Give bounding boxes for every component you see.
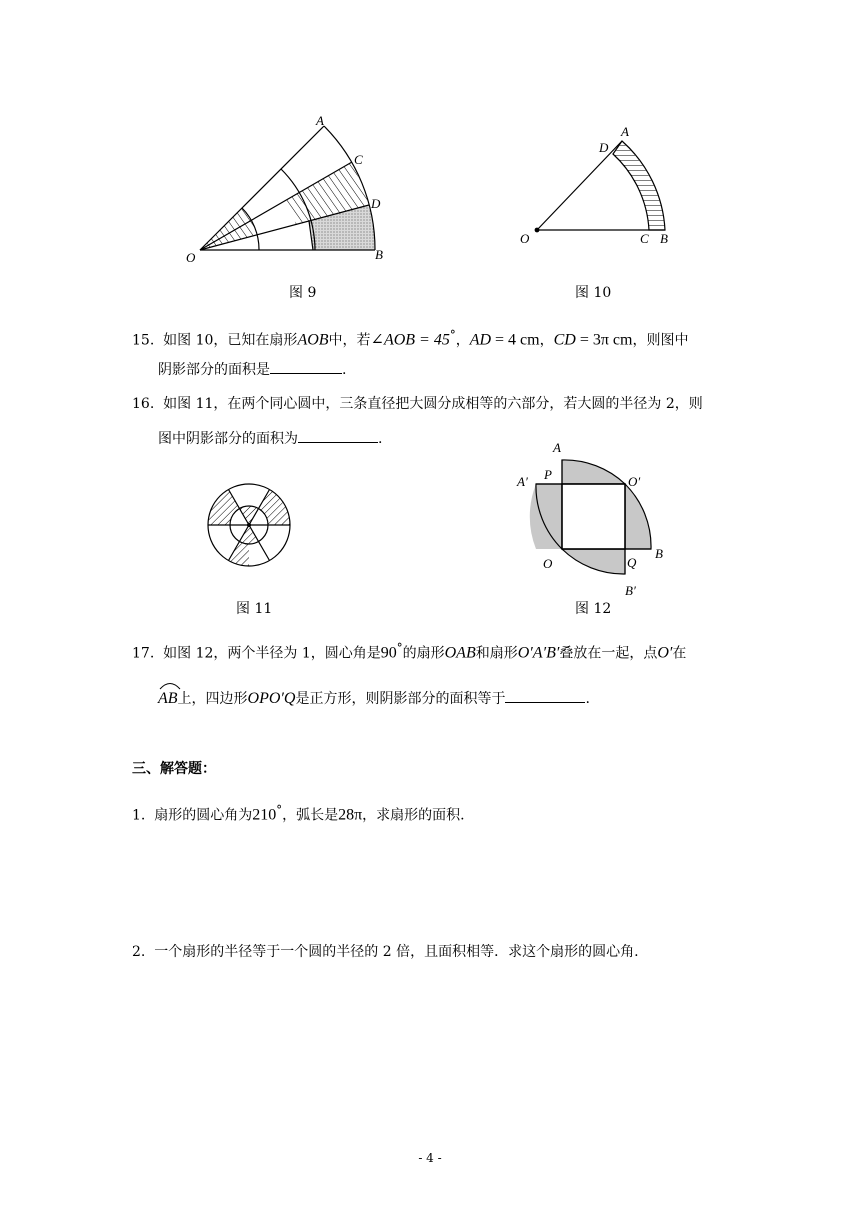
fig12-label-A: A	[553, 440, 561, 455]
page-number: - 4 -	[418, 1151, 442, 1165]
q16-line1: 16. 如图 11，在两个同心圆中，三条直径把大圆分成相等的六部分，若大圆的半径为 2，则	[132, 396, 703, 412]
figure-11	[200, 480, 300, 570]
fig12-caption: 图 12	[575, 601, 612, 617]
fig9-label-C: C	[354, 152, 363, 167]
fig11-caption: 图 11	[236, 601, 273, 617]
fig10-label-A: A	[621, 124, 629, 139]
section-3-title: 三、解答题：	[132, 761, 216, 777]
q16-answer-blank[interactable]	[298, 428, 378, 443]
q15-answer-blank[interactable]	[270, 359, 342, 374]
arc-icon	[158, 680, 182, 690]
fig10-caption: 图 10	[575, 285, 612, 301]
fig9-label-A: A	[316, 113, 324, 128]
fig12-label-P: P	[544, 467, 552, 482]
q16-line2: 图中阴影部分的面积为 .	[158, 428, 382, 449]
fig10-label-B: B	[660, 231, 668, 246]
fig10-label-C: C	[640, 231, 649, 246]
fig10-label-D: D	[599, 140, 609, 155]
q17-answer-blank[interactable]	[505, 688, 585, 703]
fig10-label-O: O	[520, 231, 530, 246]
fig9-caption: 图 9	[289, 285, 317, 301]
q17-line2: AB上，四边形OPO′Q是正方形，则阴影部分的面积等于 .	[158, 688, 590, 709]
fig12-label-A-prime: A′	[517, 474, 528, 489]
problem-2: 2. 一个扇形的半径等于一个圆的半径的 2 倍，且面积相等．求这个扇形的圆心角.	[132, 944, 639, 960]
figure-9	[180, 108, 400, 268]
q15-line2: 阴影部分的面积是 .	[158, 359, 346, 380]
fig12-label-B-prime: B′	[625, 583, 636, 598]
fig12-label-Q: Q	[627, 555, 637, 570]
fig9-label-D: D	[371, 196, 381, 211]
figure-10	[515, 120, 675, 250]
fig9-label-O: O	[186, 250, 196, 265]
fig12-label-O-prime: O′	[628, 474, 641, 489]
fig12-label-O: O	[543, 556, 553, 571]
arc-ab-symbol: AB	[158, 689, 178, 709]
problem-1: 1. 扇形的圆心角为210°，弧长是28π，求扇形的面积.	[132, 803, 465, 824]
q15-line1: 15. 如图 10，已知在扇形AOB中，若∠AOB = 45°，AD = 4 cm，CD = 3π cm，则图中	[132, 328, 689, 349]
q17-line1: 17. 如图 12，两个半径为 1，圆心角是90°的扇形OAB和扇形O′A′B′叠放在一起，点O′在	[132, 641, 687, 662]
figure-12	[510, 435, 680, 605]
fig9-label-B: B	[375, 247, 383, 262]
fig12-label-B: B	[655, 546, 663, 561]
